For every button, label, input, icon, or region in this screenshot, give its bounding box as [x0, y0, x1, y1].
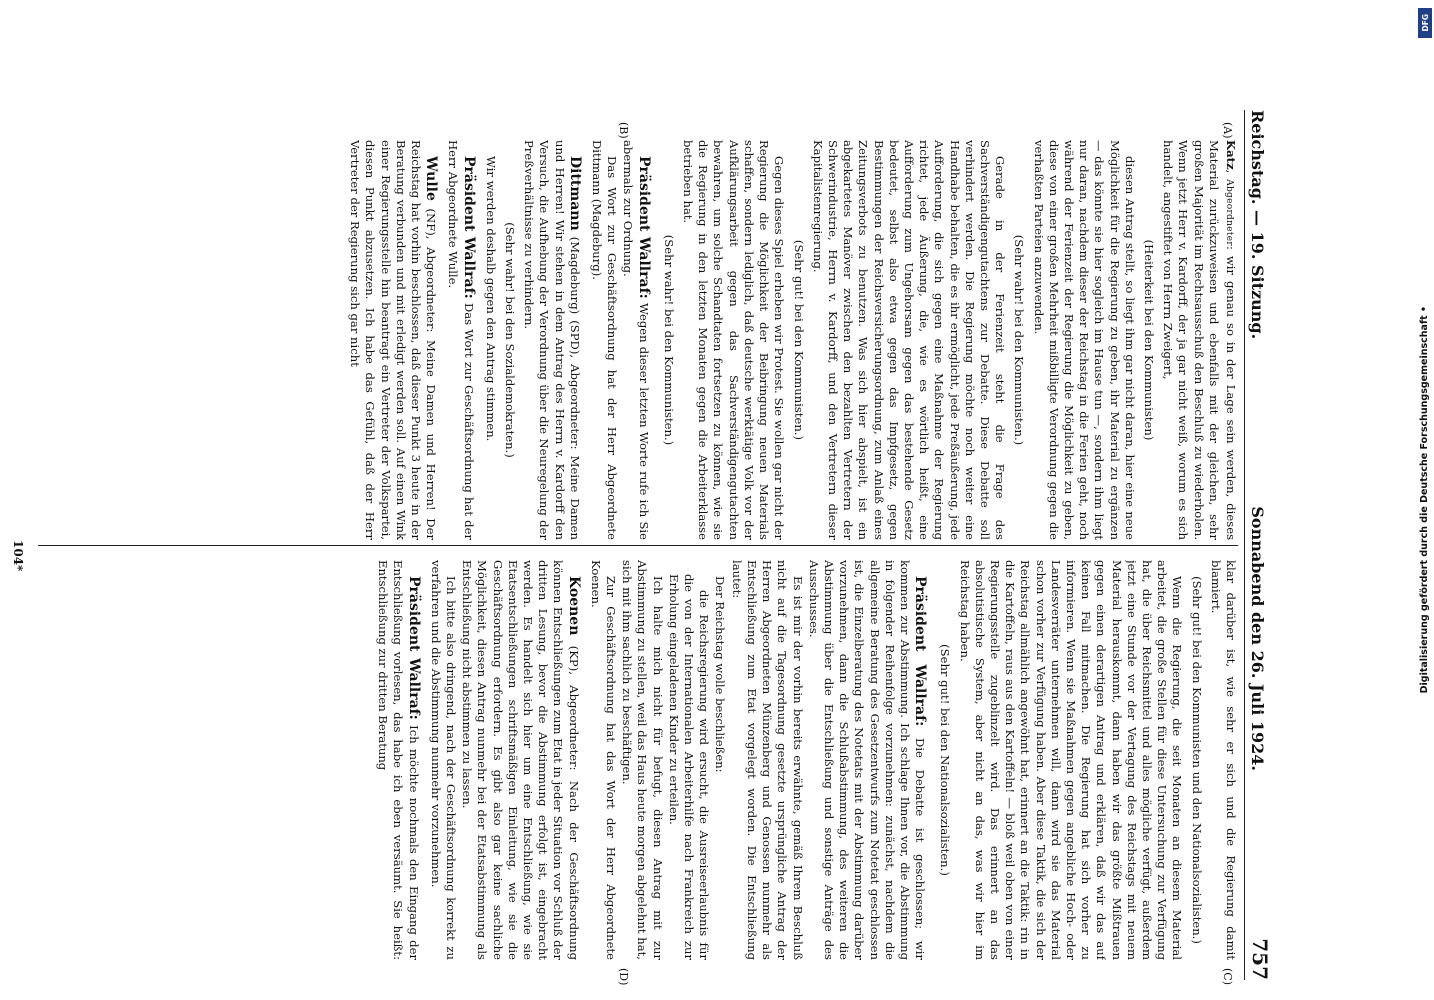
right-paragraph-2: Wenn die Regierung, die seit Monaten an diesem Material arbeitet, die große Stellen für diese Untersuchung zur Verfügung hat, die über Reichsmittel und alles mögliche verfügt, außerdem jetzt eine Stunde vor der Vertagung des Reichstags mit neuem Material herauskommt, dann haben wir das größte Mißtrauen gegen einen derartigen Antrag und erklären, daß wir das auf keinen Fall mitmachen. Die Regierung hat sich vorher zu informieren. Wenn sie Maßnahmen gegen angebliche Hoch- oder Landesverräter unternehmen will, dann wird sie das Material schon vorher zur Verfügung haben. Aber diese Taktik, die sich der Reichstag allmählich angewöhnt hat, erinnert an die Taktik: rin in die Kartoffeln, raus aus den Kartoffeln! — bloß weil oben von einer Regierungsstelle zugeblinzelt wird. Das erinnert an das absolutistische System, aber nicht an das, was wir hier im Reichstag haben. — [957, 560, 1185, 960]
speaker-name: Katz — [1224, 140, 1238, 170]
margin-letter-a: (A) — [1221, 122, 1234, 139]
speaker-name: Koenen — [565, 576, 582, 636]
right-paragraph-8: Ich bitte also dringend, nach der Geschäftsordnung korrekt zu verfahren und die Abstimmung nunmehr vorzunehmen. — [428, 560, 459, 960]
koenen-speech — [459, 560, 581, 960]
paragraph-text: (KP), Abgeordneter: Nach der Geschäftsordnung können Entschließungen zum Etat in jeder Situation vor Schluß der dritten Lesung, bevor die Abstimmung erfolgt ist, eingebracht werden. Es handelt sich hier um eine Entschließung, wie sie Etatsentschließungen schriftsmäßigen Einleitung, wie sie die Geschäftsordnung erfordern. Es gibt also gar keine sachliche Möglichkeit, diesen Antrag nunmehr bei der Etatsabstimmung als Entschließung nicht abstimmen zu lassen. — [460, 560, 581, 960]
speaker-role: Abgeordneter — [1224, 179, 1234, 246]
speaker-name: Präsident Wallraf: — [460, 156, 477, 299]
left-paragraph-3: Gerade in der Ferienzeit steht die Frage des Sachverständigengutachtens zur Debatte. Diese Debatte soll verhindert werden. Die Regierung möchte noch weiter eine Handhabe behalten, die es ihr ermöglicht, jede Preßäußerung, jede Aufforderung, die sich gegen eine Maßnahme der Regierung richtet, jede Äußerung, die, wie es wörtlich heißt, eine Aufforderung zum Ungehorsam gegen das bestehende Gesetz bedeutet, selbst also etwa gegen das Impfgesetz, gegen Bestimmungen der Reichsversicherungsordnung, zum Anlaß eines Zeitungsverbots zu benutzen. Was sich hier abspielt, ist ein abgekartetes Manöver zwischen den bezahlten Vertretern der Schwerindustrie, Herrn v. Kardorff, und den Vertretern dieser Kapitalistenregierung. — [810, 140, 1008, 540]
right-paragraph-4: Der Reichstag wolle beschließen: — [713, 576, 728, 773]
left-column — [38, 140, 1238, 540]
margin-letter-d: (D) — [617, 968, 630, 986]
interjection: (Sehr wahr! bei den Sozialdemokraten.) — [503, 222, 518, 458]
resolution-text: die Reichsregierung wird ersucht, die Ausreiseerlaubnis für die von der Internationalen Arbeiterhilfe nach Frankreich zur Erholung eingeladenen Kinder zu erteilen. — [666, 574, 712, 960]
left-paragraph-4: Gegen dieses Spiel erheben wir Protest. Sie wollen gar nicht der Regierung die Möglichkeit der Beibringung neuen Materials schaffen, sondern lediglich, daß deutsche werktätige Volk vor der Aufklärungsarbeit gegen das Sachverständigengutachten bewahren, um solche Schandtaten fortsetzen zu können, wie sie die Regierung in den letzten Monaten gegen die Arbeiterklasse betrieben hat. — [681, 140, 787, 540]
speaker-name: Präsident Wallraf: — [405, 576, 422, 720]
paragraph-text: Wegen dieser letzten Worte rufe ich Sie abermals zur Ordnung. — [621, 140, 651, 540]
header-date: Sonnabend den 26. Juli 1924. — [1248, 506, 1267, 771]
president-remark — [620, 140, 650, 540]
margin-letter-c: (C) — [1221, 968, 1234, 985]
dfg-logo-text: DFG — [1420, 14, 1430, 32]
signature-mark: 104* — [11, 540, 25, 572]
president-remark — [375, 560, 421, 960]
speaker-name: Dittmann — [566, 156, 583, 231]
speaker-name: Präsident Wallraf: — [912, 576, 929, 727]
paragraph-text: Das Wort zur Geschäftsordnung hat der Herr Abgeordnete Wulle. — [446, 140, 476, 540]
left-paragraph-1: Katz, Abgeordneter: wir genau so in der Lage sein werden, dieses Material zurückzuweisen und ebenfalls mit der gleichen, sehr großen Majorität im Rechtsausschuß den Beschluß zu wiederholen. Wenn jetzt Herr v. Kardorff, der ja gar nicht weiß, worum es sich handelt, angestiftet von Herrn Zweigert, — [1161, 140, 1238, 540]
digitization-credit — [1413, 10, 1434, 990]
credit-text: Digitalisierung gefördert durch die Deutsche Forschungsgemeinschaft • — [1418, 306, 1430, 694]
paragraph-text: Die Debatte ist geschlossen; wir kommen zur Abstimmung. Ich schlage Ihnen vor, die Abstimmung in folgender Reihenfolge vorzunehmen: zunächst, nachdem die allgemeine Beratung des Gesetzentwurfs zum Notetat geschlossen ist, die Einzelberatung des Notetats mit der Abstimmung darüber vorzunehmen, dann die Schlußabstimmung, des weiteren die Abstimmung über die Entschließung und sonstige Anträge des Ausschusses. — [806, 560, 928, 960]
interjection: (Sehr gut! bei den Kommunisten.) — [791, 239, 806, 441]
right-paragraph-1: klar darüber ist, wie sehr er sich und die Regierung damit blamiert. — [1208, 560, 1238, 960]
paragraph-text: (NF), Abgeordneter: Meine Damen und Herren! Der Reichstag hat vorhin beschlossen, daß dieser Punkt 3 heute in der Beratung verbunden und mit erledigt werden soll. Auf einen Wink einer Regierungsstelle hin beantragt ein Vertreter der Volkspartei, diesen Punkt abzusetzen. Ich habe das Gefühl, daß der Herr Vertreter der Regierung sich gar nicht — [348, 140, 439, 540]
dittmann-speech — [521, 140, 582, 540]
right-column — [38, 560, 1238, 960]
speaker-name: Wulle — [423, 156, 440, 201]
column-divider — [38, 545, 1238, 546]
paragraph-text: Ich möchte nochmals den Eingang der Entschließung vorlesen, das habe ich eben versäumt. Sie heißt: Entschließung zur dritten Beratung — [376, 560, 421, 960]
president-remark — [806, 560, 928, 960]
paragraph-text: wir genau so in der Lage sein werden, dieses Material zurückzuweisen und ebenfalls mit der gleichen, sehr großen Majorität im Rechtsausschuß den Beschluß zu wiederholen. Wenn jetzt Herr v. Kardorff, der ja gar nicht weiß, worum es sich handelt, angestiftet von Herrn Zweigert, — [1161, 140, 1238, 540]
speaker-name: Präsident Wallraf: — [635, 156, 652, 299]
page-number: 757 — [1248, 938, 1272, 980]
wulle-speech — [347, 140, 438, 540]
right-paragraph-3: Es ist mir der vorhin bereits erwähnte, gemäß Ihrem Beschluß nicht auf die Tagesordnung gesetzte ursprüngliche Antrag der Herren Abgeordneten Münzenberg und Genossen nunmehr als Entschließung zum Etat vorgelegt worden. Die Entschließung lautet: — [729, 560, 805, 960]
left-paragraph-2: diesen Antrag stellt, so liegt ihm gar nicht daran, hier eine neue Möglichkeit für die Regierung zu geben, ihr Material zu ergänzen — das könnte sie hier sogleich im Hause tun —, sondern ihm liegt nur daran, nachdem dieser der Reichstag in die Ferien geht, noch während der Ferienzeit der Regierung die Möglichkeit zu geben, diese von einer großen Mehrheit mißbilligte Verordnung gegen die verhaßten Parteien anzuwenden. — [1031, 140, 1137, 540]
running-header — [1244, 110, 1284, 980]
dfg-logo — [1418, 8, 1432, 38]
interjection: (Heiterkeit bei den Kommunisten) — [1141, 239, 1156, 441]
margin-letter-b: (B) — [617, 122, 630, 139]
right-paragraph-6: Ich halte mich nicht für befugt, diesen Antrag mit zur Abstimmung zu stellen, weil das Haus heute morgen abgelehnt hat, sich mit ihm sachlich zu beschäftigen. — [620, 560, 665, 960]
left-paragraph-6: Wir werden deshalb gegen den Antrag stimmen. — [483, 156, 498, 442]
right-paragraph-7: Zur Geschäftsordnung hat das Wort der Herr Abgeordnete Koenen. — [588, 560, 619, 960]
interjection: (Sehr gut! bei den Kommunisten und den Nationalsozialisten.) — [1189, 576, 1204, 944]
interjection: (Sehr gut! bei den Nationalsozialisten.) — [938, 644, 953, 876]
paragraph-text: (Magdeburg) (SPD), Abgeordneter: Meine Damen und Herren! Wir stehen in dem Antrag des Herrn v. Kardorff den Versuch, die Aufhebung der Verordnung über die Neuregelung der Preßverhältnisse zu verhindern. — [522, 140, 582, 540]
interjection: (Sehr wahr! bei den Kommunisten.) — [1012, 234, 1027, 446]
interjection: (Sehr wahr! bei den Kommunisten.) — [661, 234, 676, 446]
header-left: Reichstag. — 19. Sitzung. — [1248, 110, 1267, 340]
president-remark — [445, 140, 475, 540]
left-paragraph-5: Das Wort zur Geschäftsordnung hat der Herr Abgeordnete Dittmann (Magdeburg). — [590, 140, 620, 540]
